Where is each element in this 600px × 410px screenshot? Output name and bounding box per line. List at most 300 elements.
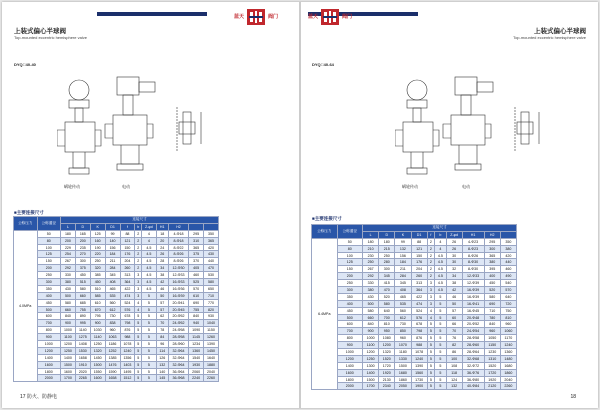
table-cell: 4.5 (435, 252, 447, 259)
table-cell: 57 (446, 307, 462, 314)
table-cell: 1720 (379, 362, 395, 369)
table-cell: 96 (156, 341, 168, 348)
table-row (312, 273, 517, 280)
table-cell: 465 (105, 285, 120, 292)
table-cell: 5 (142, 306, 157, 313)
table-cell: 176 (120, 251, 135, 258)
brand-logo (308, 6, 356, 28)
table-cell: 1640 (204, 354, 219, 361)
table-cell: 900 (37, 334, 61, 341)
table-cell: 755 (75, 306, 90, 313)
table-cell: 121 (120, 237, 135, 244)
table-cell: 1320 (90, 347, 105, 354)
table-cell: 5 (427, 321, 434, 328)
table-cell: 60 (446, 314, 462, 321)
table-cell: 1680 (395, 369, 411, 376)
table-cell: 1408 (75, 341, 90, 348)
table-row (14, 237, 219, 244)
table-cell: 876 (120, 327, 135, 334)
table-cell: 500 (61, 292, 76, 299)
table-cell: 350 (204, 230, 219, 237)
table-cell: 600 (37, 313, 61, 320)
table-cell: 108 (446, 362, 462, 369)
table-cell: 1140 (75, 327, 90, 334)
table-cell: 46 (446, 293, 462, 300)
table-cell: 100 (446, 355, 462, 362)
table-cell: 180 (363, 238, 379, 245)
table-cell: 1476 (105, 361, 120, 368)
table-cell: 57 (156, 306, 168, 313)
brand-name-right: 阀门 (268, 14, 279, 20)
table-cell: 230 (363, 252, 379, 259)
table-cell: 124 (446, 376, 462, 383)
table-cell: 350 (337, 293, 363, 300)
table-cell: 32-Φ68 (462, 355, 484, 362)
table-cell: 1600 (90, 375, 105, 382)
table-cell: 2 (427, 266, 434, 273)
table-cell: 100 (337, 252, 363, 259)
table-cell: 1150 (204, 327, 219, 334)
table-cell: 250 (337, 280, 363, 287)
table-cell: 580 (379, 300, 395, 307)
table-cell: 1080 (379, 335, 395, 342)
table-cell: 2 (135, 258, 142, 265)
table-cell: 420 (204, 244, 219, 251)
table-cell: 850 (395, 328, 411, 335)
table-cell: 798 (411, 328, 427, 335)
table-cell: 5 (435, 349, 447, 356)
table-cell: 12-Φ33 (462, 273, 484, 280)
table-cell: 420 (500, 252, 516, 259)
table-cell: 295 (189, 230, 204, 237)
table-cell: 235 (75, 244, 90, 251)
table-cell: 5 (427, 355, 434, 362)
table-cell: 4-Φ18 (168, 230, 188, 237)
table-cell: 36-Φ68 (168, 375, 188, 382)
table-cell: 580 (61, 299, 76, 306)
table-cell: 730 (105, 313, 120, 320)
table-cell: 16-Φ39 (462, 287, 484, 294)
page-subtitle: Top-mounted eccentric hemisphere valve (14, 35, 87, 40)
table-cell: 160 (90, 237, 105, 244)
header-col: D (379, 231, 395, 238)
table-row (312, 252, 517, 259)
table-cell: 4 (435, 238, 447, 245)
table-cell: 300 (484, 245, 500, 252)
table-cell: 150 (37, 258, 61, 265)
table-cell: 1500 (61, 361, 76, 368)
table-cell: 3 (427, 280, 434, 287)
table-cell: 345 (105, 272, 120, 279)
table-cell: 8-Φ30 (462, 259, 484, 266)
table-cell: 150 (120, 244, 135, 251)
table-cell: 422 (411, 293, 427, 300)
table-cell: 5 (135, 341, 142, 348)
page-subtitle: Top-mounted eccentric hemisphere valve (513, 35, 586, 40)
table-cell: 5 (135, 361, 142, 368)
table-cell: 1356 (120, 354, 135, 361)
dimension-table (13, 216, 219, 382)
brand-name-right: 阀门 (342, 14, 353, 20)
table-cell: 490 (500, 273, 516, 280)
table-cell: 284 (105, 265, 120, 272)
table-cell: 2 (135, 244, 142, 251)
table-cell: 2120 (484, 383, 500, 390)
table-cell: 1530 (75, 347, 90, 354)
table-cell: 1310 (484, 355, 500, 362)
table-cell: 1000 (61, 327, 76, 334)
table-cell: 200 (337, 273, 363, 280)
table-cell: 1520 (484, 362, 500, 369)
table-cell: 4 (135, 299, 142, 306)
table-cell: 84 (156, 334, 168, 341)
table-cell: 640 (379, 307, 395, 314)
table-cell: 470 (204, 265, 219, 272)
table-cell: 34 (156, 265, 168, 272)
header-col: D1 (105, 223, 120, 230)
table-cell: 395 (484, 266, 500, 273)
table-cell: 5 (427, 342, 434, 349)
header-col: H2 (168, 223, 188, 230)
table-cell: 5 (142, 354, 157, 361)
table-cell: 4 (135, 306, 142, 313)
table-cell: 1400 (337, 362, 363, 369)
table-cell: 580 (204, 279, 219, 286)
table-cell: 1860 (500, 369, 516, 376)
table-cell: 1252 (105, 347, 120, 354)
table-cell: 430 (363, 293, 379, 300)
table-cell: 132 (446, 383, 462, 390)
table-cell: 678 (411, 321, 427, 328)
table-cell: 1930 (189, 361, 204, 368)
table-cell: 2340 (379, 383, 395, 390)
table-cell: 520 (379, 293, 395, 300)
table-cell: 1720 (484, 369, 500, 376)
table-cell: 16-Φ39 (168, 292, 188, 299)
table-cell: 36-Φ64 (168, 368, 188, 375)
table-row (312, 342, 517, 349)
caption-worm-gear: 蜗轮传动 (64, 184, 80, 189)
header-col: Z-φd (446, 231, 462, 238)
table-cell: 1540 (189, 354, 204, 361)
table-cell: 640 (500, 293, 516, 300)
table-cell: 140 (156, 368, 168, 375)
table-cell: 250 (37, 272, 61, 279)
table-cell: 5 (435, 376, 447, 383)
header-col: D1 (411, 231, 427, 238)
table-cell: 5 (435, 369, 447, 376)
table-cell: 415 (379, 280, 395, 287)
table-cell: 570 (189, 285, 204, 292)
table-cell: 50 (156, 292, 168, 299)
table-cell: 900 (61, 320, 76, 327)
table-cell: 5 (135, 368, 142, 375)
table-cell: 385 (90, 272, 105, 279)
table-cell: 8-Φ26 (168, 251, 188, 258)
table-cell: 5 (435, 321, 447, 328)
table-cell: 440 (204, 258, 219, 265)
table-row (312, 314, 517, 321)
section-heading: ■主要连接尺寸 (312, 216, 342, 221)
table-cell: 1000 (37, 341, 61, 348)
caption-worm-gear: 蜗轮传动 (402, 184, 418, 189)
table-cell: 46 (156, 285, 168, 292)
brand-name-left: 蓝天 (308, 14, 319, 20)
table-cell: 1910 (75, 361, 90, 368)
table-cell: 4.5 (142, 265, 157, 272)
table-cell: 474 (120, 292, 135, 299)
table-cell: 150 (411, 252, 427, 259)
table-cell: 80 (37, 237, 61, 244)
table-cell: 1260 (204, 334, 219, 341)
table-cell: 250 (363, 259, 379, 266)
table-cell: 1186 (105, 341, 120, 348)
table-cell: 20-Φ48 (462, 314, 484, 321)
table-cell: 5 (142, 299, 157, 306)
table-cell: 5 (142, 347, 157, 354)
pressure-cell: 6.4MPa (312, 238, 338, 390)
table-cell: 125 (37, 251, 61, 258)
table-cell: 215 (379, 245, 395, 252)
table-cell: 840 (189, 313, 204, 320)
table-row (14, 258, 219, 265)
table-cell: 840 (363, 321, 379, 328)
table-cell: 380 (363, 287, 379, 294)
table-row (14, 244, 219, 251)
table-cell: 2240 (189, 375, 204, 382)
table-cell: 125 (337, 259, 363, 266)
table-cell: 474 (411, 300, 427, 307)
logo-icon (320, 8, 340, 26)
table-cell: 510 (90, 285, 105, 292)
page-footer: 17 防火、防静电 (20, 394, 57, 400)
table-cell: 560 (105, 299, 120, 306)
table-cell: 1700 (363, 383, 379, 390)
header-col: b (435, 231, 447, 238)
table-cell: 450 (75, 272, 90, 279)
table-cell: 28-Φ58 (462, 335, 484, 342)
table-cell: 1658 (105, 375, 120, 382)
header-col (204, 223, 219, 230)
table-cell: 2050 (395, 383, 411, 390)
table-cell: 156 (395, 252, 411, 259)
dimension-table (311, 224, 517, 390)
table-cell: 2040 (204, 368, 219, 375)
table-cell: 295 (484, 238, 500, 245)
table-cell: 798 (120, 320, 135, 327)
table-cell: 1360 (189, 347, 204, 354)
table-cell: 500 (363, 300, 379, 307)
table-cell: 26 (446, 245, 462, 252)
table-cell: 470 (379, 287, 395, 294)
table-cell: 20 (156, 237, 168, 244)
table-cell: 16-Φ45 (462, 307, 484, 314)
table-cell: 1700 (61, 375, 76, 382)
table-cell: 4 (142, 237, 157, 244)
table-cell: 5 (142, 375, 157, 382)
table-cell: 610 (189, 292, 204, 299)
table-cell: 50 (337, 238, 363, 245)
table-cell: 1680 (500, 362, 516, 369)
table-cell: 810 (500, 314, 516, 321)
table-cell: 838 (105, 320, 120, 327)
table-cell: 400 (484, 273, 500, 280)
table-row (14, 251, 219, 258)
table-cell: 610 (90, 299, 105, 306)
table-cell: 1600 (61, 368, 76, 375)
table-cell: 300 (37, 279, 61, 286)
table-cell: 28-Φ60 (462, 342, 484, 349)
table-cell: 5 (427, 369, 434, 376)
pressure-cell: 4.0MPa (14, 230, 38, 382)
table-cell: 1385 (105, 354, 120, 361)
table-cell: 204 (120, 258, 135, 265)
table-cell: 132 (395, 245, 411, 252)
table-cell: 2 (427, 245, 434, 252)
table-cell: 18 (156, 230, 168, 237)
table-row (14, 368, 219, 375)
table-cell: 780 (484, 314, 500, 321)
table-cell: 38 (156, 272, 168, 279)
table-cell: 1400 (363, 369, 379, 376)
table-cell: 50 (446, 300, 462, 307)
table-row (312, 293, 517, 300)
table-cell: 284 (395, 273, 411, 280)
header-col: f (427, 231, 434, 238)
table-cell: 280 (379, 259, 395, 266)
table-cell: 2 (135, 237, 142, 244)
table-row (14, 375, 219, 382)
logo-icon (246, 8, 266, 26)
table-cell: 1240 (500, 342, 516, 349)
table-cell: 292 (61, 265, 76, 272)
table-cell: 5 (435, 293, 447, 300)
table-cell: 32 (446, 266, 462, 273)
table-cell: 8-Φ30 (462, 266, 484, 273)
table-cell: 1050 (484, 335, 500, 342)
table-row (312, 238, 517, 245)
table-cell: 1403 (120, 361, 135, 368)
table-cell: 540 (500, 280, 516, 287)
table-cell: 1512 (120, 375, 135, 382)
table-cell: 1150 (484, 342, 500, 349)
table-cell: 1900 (411, 383, 427, 390)
table-cell: 204 (411, 266, 427, 273)
table-cell: 66 (446, 321, 462, 328)
table-row (312, 383, 517, 390)
table-cell: 26 (156, 251, 168, 258)
table-cell: 8-Φ23 (462, 245, 484, 252)
page-title: 上装式偏心半球阀 (14, 28, 66, 35)
table-cell: 16-Φ41 (462, 300, 484, 307)
table-cell: 365 (189, 244, 204, 251)
table-cell: 20-Φ52 (462, 321, 484, 328)
brand-name-left: 蓝天 (234, 14, 245, 20)
table-cell: 310 (189, 237, 204, 244)
table-cell: 2260 (500, 383, 516, 390)
table-cell: 5 (142, 361, 157, 368)
table-cell: 34 (446, 273, 462, 280)
table-cell: 500 (337, 314, 363, 321)
table-cell: 930 (204, 313, 219, 320)
table-cell: 4.5 (435, 287, 447, 294)
table-cell: 8-Φ18 (168, 237, 188, 244)
table-cell: 524 (120, 299, 135, 306)
table-cell: 660 (61, 306, 76, 313)
table-cell: 1234 (189, 341, 204, 348)
table-cell: 313 (120, 272, 135, 279)
table-cell: 132 (156, 361, 168, 368)
table-cell: 32-Φ64 (168, 347, 188, 354)
table-cell: 82 (446, 342, 462, 349)
table-cell: 460 (189, 272, 204, 279)
table-cell: 2130 (379, 376, 395, 383)
table-cell: 5 (435, 307, 447, 314)
table-cell: 1600 (337, 369, 363, 376)
table-cell: 8-Φ26 (462, 252, 484, 259)
table-cell: 1800 (37, 368, 61, 375)
table-cell: 580 (363, 307, 379, 314)
table-cell: 960 (395, 335, 411, 342)
table-cell: 4-Φ23 (462, 238, 484, 245)
table-cell: 267 (61, 258, 76, 265)
table-cell: 62 (156, 313, 168, 320)
table-row (312, 321, 517, 328)
table-cell: 5 (142, 313, 157, 320)
table-cell: 370 (189, 258, 204, 265)
table-cell: 2260 (204, 375, 219, 382)
caption-electric: 电动 (122, 184, 130, 189)
table-row (312, 335, 517, 342)
table-cell: 1078 (120, 341, 135, 348)
table-cell: 32-Φ64 (168, 361, 188, 368)
table-cell: 16-Φ36 (168, 285, 188, 292)
table-cell: 950 (379, 328, 395, 335)
table-cell: 1063 (105, 334, 120, 341)
table-row (14, 292, 219, 299)
table-cell: 2 (427, 273, 434, 280)
table-cell: 1170 (500, 335, 516, 342)
table-cell: 1658 (75, 354, 90, 361)
table-cell: 180 (379, 238, 395, 245)
table-cell: 1250 (90, 341, 105, 348)
table-cell: 1200 (37, 347, 61, 354)
header-col: L (61, 223, 76, 230)
section-heading: ■主要连接尺寸 (14, 210, 44, 215)
table-cell: 5 (135, 375, 142, 382)
table-cell: 430 (204, 251, 219, 258)
table-cell: 211 (105, 258, 120, 265)
header-col: H2 (484, 231, 500, 238)
table-cell: 1500 (363, 376, 379, 383)
table-cell: 70 (156, 320, 168, 327)
table-cell: 28 (156, 258, 168, 265)
table-cell: 1880 (204, 361, 219, 368)
table-cell: 820 (204, 306, 219, 313)
table-cell: 1000 (363, 335, 379, 342)
table-cell: 1040 (204, 320, 219, 327)
table-cell: 1550 (90, 368, 105, 375)
table-cell: 900 (363, 328, 379, 335)
table-cell: 38 (446, 280, 462, 287)
table-cell: 140 (105, 237, 120, 244)
table-cell: 1400 (37, 354, 61, 361)
table-cell: 2 (135, 265, 142, 272)
table-cell: 5 (435, 328, 447, 335)
header-col: D (75, 223, 90, 230)
table-cell: 5 (142, 334, 157, 341)
table-cell: 1200 (363, 349, 379, 356)
